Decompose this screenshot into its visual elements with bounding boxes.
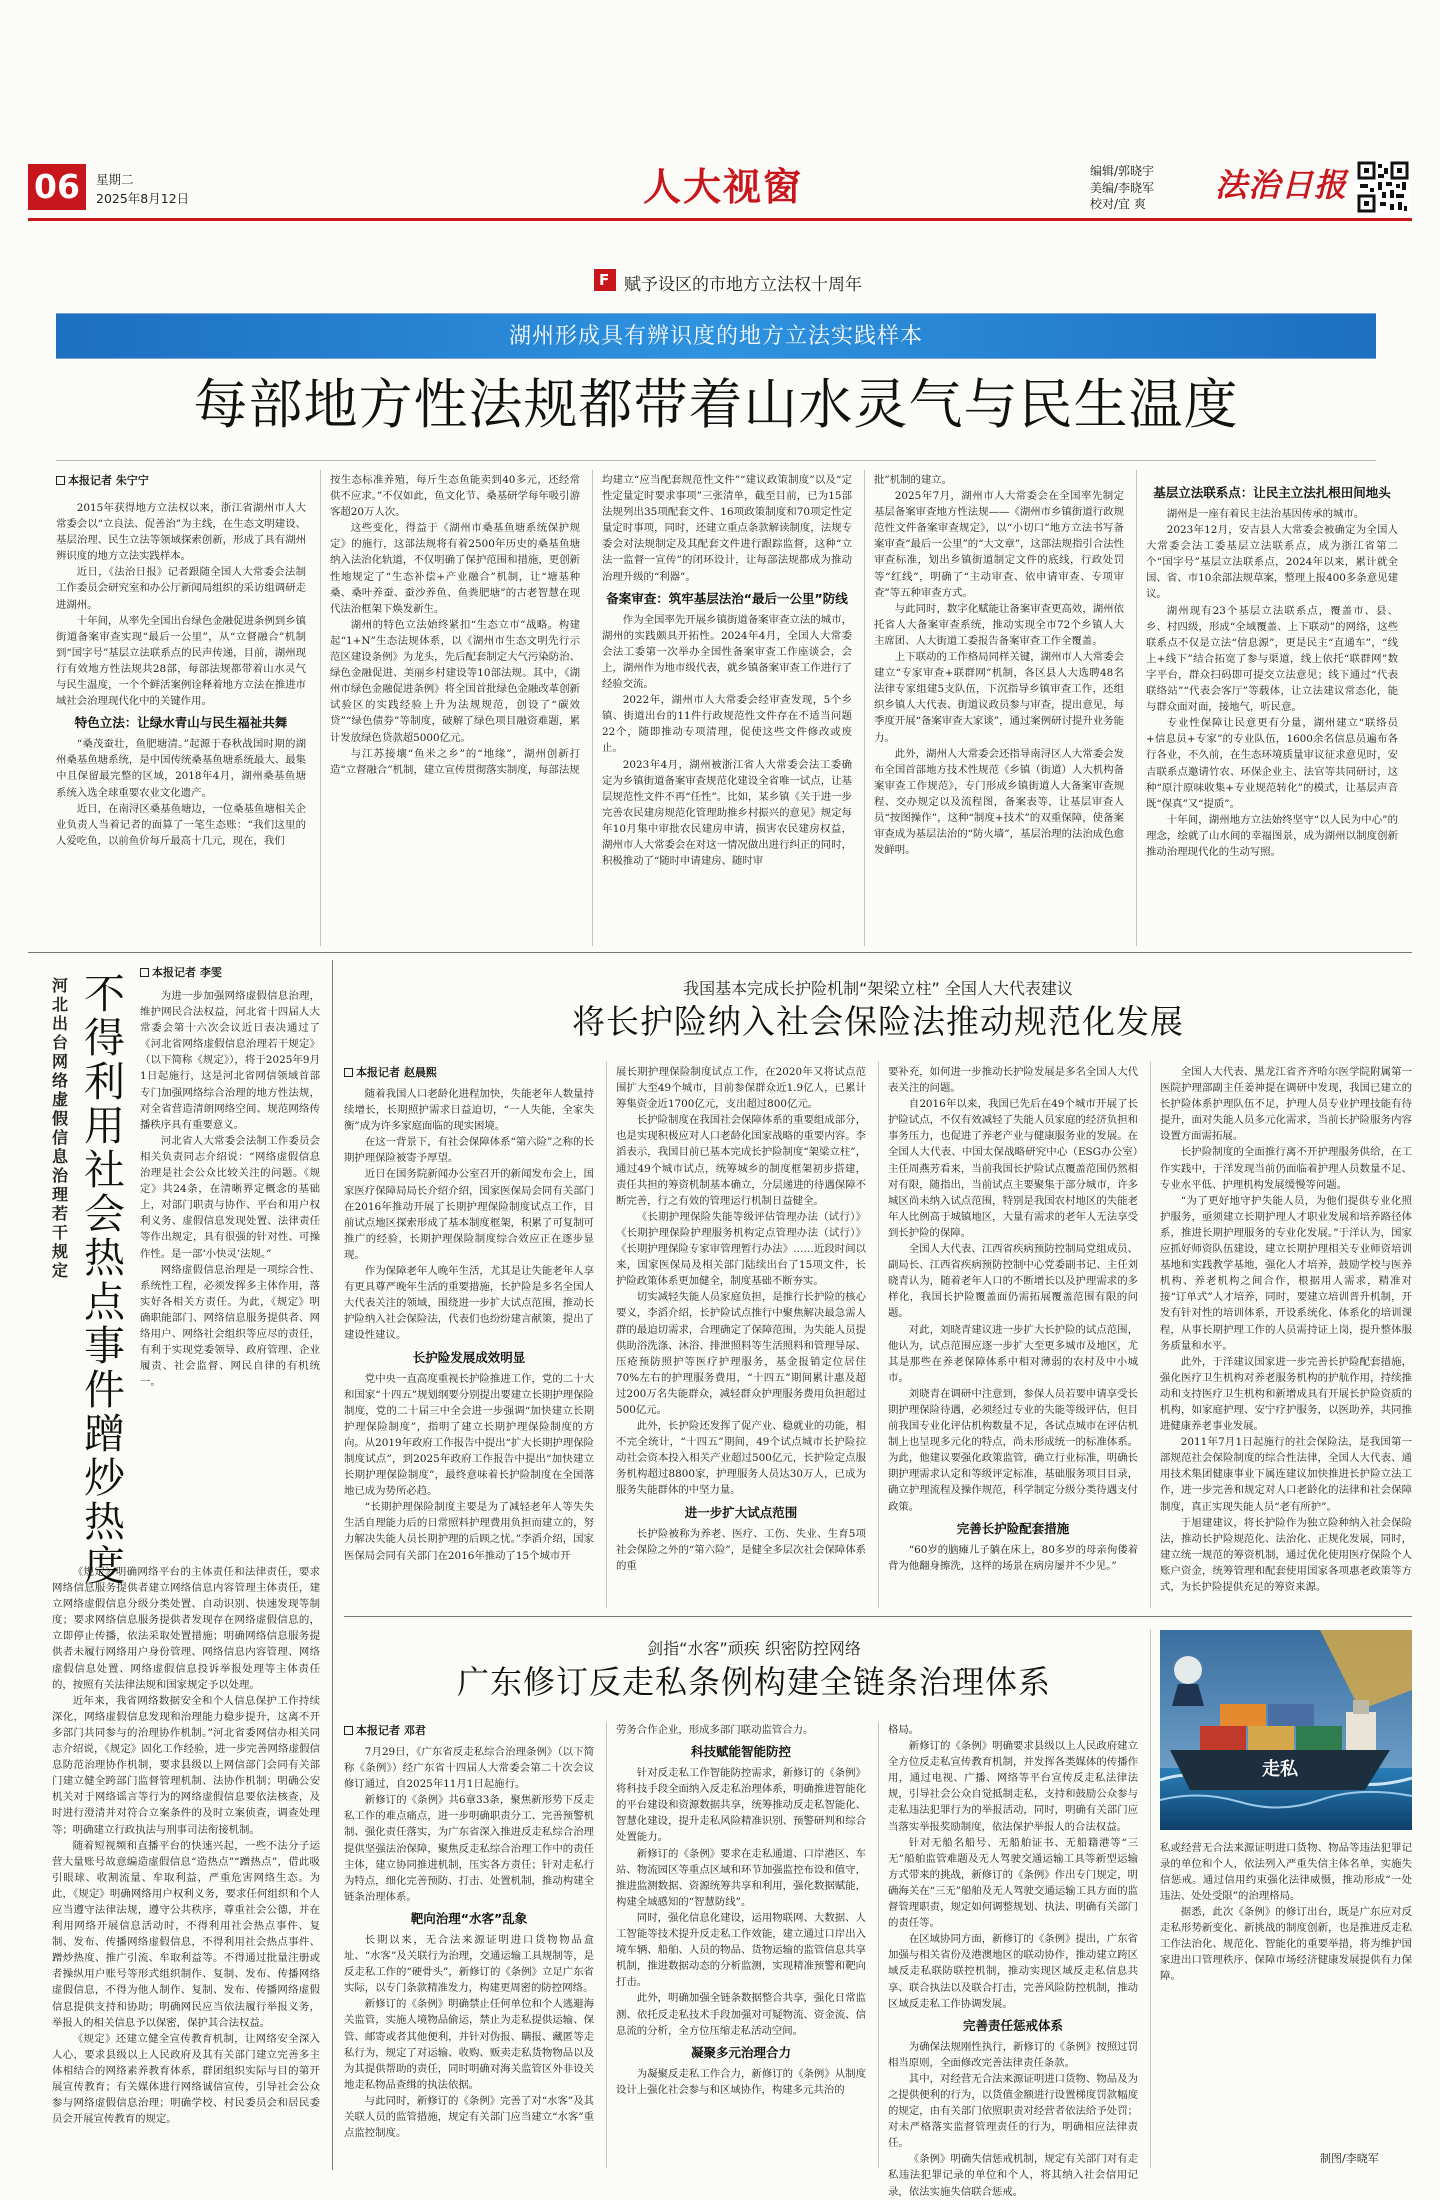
huzhou-col-4 [874,472,1124,943]
huzhou-col-2 [330,472,580,943]
newspaper-masthead: 法治日报 [1215,166,1348,204]
paragraph: 新修订的《条例》要求在走私通道、口岸港区、车站、物流园区等重点区域和环节加强监控布设和值守，推进监测数据、资源统筹共享和利用，强化数据赋能，构建全域感知的“智慧防线”。 [616,1847,866,1908]
ltc-kicker: 我国基本完成长护险机制“架梁立柱” 全国人大代表建议 [683,979,1073,998]
paragraph: 《条例》明确失信惩戒机制，规定有关部门对有走私违法犯罪记录的单位和个人，将其纳入社会信用记录，依法实施失信联合惩戒。 [888,2153,1138,2198]
paragraph: 其中，对经营无合法来源证明进口货物、物品及为之提供便利的行为，以货值金额进行设置梯度罚款幅度的规定，由有关部门依照职责对经营者依法给予处罚；对未严格落实监督管理责任的行为，明确相应法律责任。 [888,2072,1138,2150]
hebei-vertical-headline: 不得利用社会热点事件蹭炒热度 [84,970,125,1590]
paragraph: 与江苏接壤“鱼米之乡”的“地缘”，湖州创新打造“立督融合”机制，建立宣传贯彻落实制度，每部法规 [330,747,580,776]
paragraph: “为了更好地守护失能人员，为他们提供专业化照护服务，亟须建立长期护理人才职业发展和培养路径体系，推进长期护理服务的专业化发展。”于洋认为，国家应抓好师资队伍建设，建立长期护理相关专业师资培训基地和实践教学基地，强化人才培养，鼓励学校与医养机构、养老机构之间合作，根据用人需求，精准对接“订单式”人才培养，同时，要建立培训晋升机制，开发有针对性的培训体系，开设系统化、体系化的培训课程，从事长期护理工作的人员需持证上岗，提升整体服务质量和水平。 [1160,1194,1412,1352]
paragraph: 为确保法规刚性执行，新修订的《条例》按照过罚相当原则，全面修改完善法律责任条款。 [888,2040,1138,2069]
paragraph: 近年来，我省网络数据安全和个人信息保护工作持续深化，网络虚假信息发现和治理能力稳步提升，这离不开多部门共同参与的治理协作机制。”河北省委网信办相关同志介绍说，《规定》固化工作经验，进一步完善网络虚假信息防范治理协作机制，要求县级以上网信部门会同有关部门建立健全跨部门监督管理机制、法协作机制；明确公安机关对于网络谣言等行为的网络虚假信息要依法核查，及时进行澄清并对符合立案条件的及时立案侦查，调查处理等；明确建立行政执法与刑事司法衔接机制。 [52,1694,320,1836]
hebei-divider [332,960,333,2170]
ltc-headline: 将长护险纳入社会保险法推动规范化发展 [572,1002,1184,1041]
col-divider [878,1062,879,1608]
paragraph: 湖州是一座有着民主法治基因传承的城市。 [1166,508,1365,520]
paragraph: 长期以来，无合法来源证明进口货物物品盒址、“水客”及关联行为治理，交通运输工具规制等，是反走私工作的“硬骨头”，新修订的《条例》立足广东省实际，以专门条款精准发力，构建更周密的防控网络。 [344,1933,594,1995]
header-rule [28,218,1412,221]
ltc-subhead-3: 完善长护险配套措施 [956,1520,1070,1536]
smuggling-col-2 [616,1722,866,2168]
illustration-credit: 制图/李晓军 [1320,2152,1379,2165]
ltc-byline-text: 本报记者 赵晨熙 [356,1066,437,1079]
anniversary-kicker: 赋予设区的市地方立法权十周年 [624,275,862,295]
proofreader: 校对/宜 爽 [1090,197,1146,211]
paragraph: 河北省人大常委会法制工作委员会相关负责同志介绍说：“网络虚假信息治理是社会公众比较关注的问题。《规定》共24条，在清晰界定概念的基础上，对部门职责与协作、平台和用户权利义务、虚假信息发现处置、法律责任等作出规定，具有很强的针对性、可操作性。是一部‘小快灵’法规。” [140,1134,320,1260]
paragraph: 湖州的特色立法始终紧扣“生态立市”战略。构建起“1+N”生态法规体系，以《湖州市生态文明先行示范区建设条例》为龙头，先后配套制定大气污染防治、绿色金融促进、美丽乡村建设等10部法规。其中，《湖州市绿色金融促进条例》将全国首批绿色金融改革创新试验区的实践经验上升为法规规范，创设了“碳效贷”“绿色债券”等制度，破解了绿色项目融资难题，累计发放绿色贷款超5000亿元。 [330,618,580,744]
section-title: 人大视窗 [642,165,803,209]
paragraph: 2023年12月，安吉县人大常委会被确定为全国人大常委会法工委基层立法联系点，成为浙江省第二个“国字号”基层立法联系点，2024年以来，累计就全国、省、市10余部法规草案，整理上报400多条意见建议。 [1146,524,1398,601]
page-number-badge: 06 [28,164,86,210]
ltc-subhead-2: 进一步扩大试点范围 [684,1504,798,1520]
editor: 编辑/郭晓宇 [1090,164,1155,178]
paragraph: 2025年7月，湖州市人大常委会在全国率先制定基层备案审查地方性法规——《湖州市乡镇街道行政规范性文件备案审查规定》，以“小切口”地方立法书写备案审查“最后一公里”的“大文章”，这部法规指引合法性审查标准，划出乡镇街道制定文件的底线，行政处罚等“红线”，明确了“主动审查、依申请审查、专项审查”等五种审查方式。 [874,490,1124,599]
section-rule [344,1616,1412,1617]
ship-hull-label: 走私 [1262,1759,1298,1780]
col-divider [606,1722,607,2168]
paragraph: 长护险制度的全面推行离不开护理服务供给，在工作实践中，于洋发现当前仍面临着护理人员数量不足、专业水平低、护理机构发展缓慢等问题。 [1160,1146,1412,1191]
smuggling-subhead-1: 靶向治理“水客”乱象 [410,1910,528,1926]
paragraph: 劳务合作企业，形成多部门联动监管合力。 [616,1724,814,1736]
ltc-byline [344,1064,437,1080]
caption-paragraph: 据悉，此次《条例》的修订出台，既是广东应对反走私形势新变化、新挑战的制度创新，也是推进反走私工作法治化、规范化、智能化的重要举措，将为维护国家进出口管理秩序、保障市场经济健康发展提供有力保障。 [1160,1906,1412,1982]
hebei-byline [140,964,222,980]
ltc-col-3 [888,1064,1138,1606]
col-divider [320,470,321,946]
section-rule [28,952,1412,953]
paragraph: 近日，《法治日报》记者跟随全国人大常委会法制工作委员会研究室和办公厅新闻局组织的采访组调研走进湖州。 [56,566,306,611]
paragraph: 专业性保障让民意更有分量，湖州建立“联络员+信息员+专家”的专业队伍，1600余名信息员遍布各行各业，不久前，在生态环境质量审议征求意见时，安吉联系点邀请竹农、环保企业主、法官等共同研讨，这种“原汁原味收集+专业规范转化”的模式，让基层声音既“保真”又“提质”。 [1146,717,1398,810]
ltc-col-1 [344,1086,594,1606]
paragraph: 要补充，如何进一步推动长护险发展是多名全国人大代表关注的问题。 [888,1066,1138,1095]
smuggling-ship-illustration [1160,1630,1412,1830]
col-divider [878,1722,879,2168]
paragraph: 全国人大代表、江西省疾病预防控制局党组成员、副局长、江西省疾病预防控制中心党委副书记、主任刘晓青认为，随着老年人口的不断增长以及护理需求的多样化，我国长护险覆盖面仍需拓展覆盖范围有限的问题。 [888,1243,1138,1320]
smuggling-headline: 广东修订反走私条例构建全链条治理体系 [456,1663,1051,1701]
paragraph: 2023年4月，湖州被浙江省人大常委会法工委确定为乡镇街道备案审查规范化建设全省唯一试点，让基层规范性文件不再“任性”。比如，某乡镇《关于进一步完善农民建房规范化管理助推乡村振兴的意见》规定每年10月集中审批农民建房申请，损害农民建房权益，湖州市人大常委会在对这一情况做出进行纠正的同时，积极推动了“随时申请建房、随时审 [602,758,852,868]
paragraph: 此外，明确加强全链条数据整合共享，强化日常监测、依托反走私技术手段加强对可疑物流、资金流、信息流的分析，全方位压缩走私活动空间。 [616,1992,866,2037]
paragraph: 长护险被称为养老、医疗、工伤、失业、生育5项社会保险之外的“第六险”，是健全多层次社会保障体系的重 [616,1527,866,1572]
paragraph: 近日，在南浔区桑基鱼塘边，一位桑基鱼塘相关企业负责人当着记者的面算了一笔生态账：“我们这里的人爱吃鱼，以前鱼价每斤最高十几元，现在，我们 [56,802,306,847]
weekday: 星期二 [96,172,134,187]
paragraph: 此外，湖州人大常委会还指导南浔区人大常委会发布全国首部地方技术性规范《乡镇（街道）人大机构备案审查工作规范》，专门形成乡镇街道人大备案审查规程、交办规定以及流程图，备案表等，让基层审查人员“按图操作”，这种“制度+技术”的双重保障，使备案审查成为基层法治的“防火墙”，基层治理的法治成色愈发鲜明。 [874,747,1124,857]
huzhou-subhead-3: 基层立法联系点：让民主立法扎根田间地头 [1153,485,1391,500]
ltc-subhead-1: 长护险发展成效明显 [412,1349,526,1365]
paragraph: 自2016年以来，我国已先后在49个城市开展了长护险试点，不仅有效减轻了失能人员家庭的经济负担和事务压力，也促进了养老产业与健康服务业的发展。在全国人大代表、中国太保战略研究中心（ESG办公室）主任周燕芳看来，当前我国长护险试点覆盖范围仍然相对有限，随指出，当前试点主要聚集于部分城市，许多城区尚未纳入试点范围，特别是我国农村地区的失能老年人比例高于城镇地区，大量有需求的老年人无法享受到长护险的保障。 [888,1098,1138,1239]
col-divider [606,1062,607,1608]
paragraph: 对此，刘晓青建议进一步扩大长护险的试点范围，他认为，试点范围应逐一步扩大至更多城市及地区，尤其是那些在养老保障体系中相对薄弱的农村及中小城市。 [888,1323,1138,1384]
paragraph: 十年间，湖州地方立法始终坚守“以人民为中心”的理念，绘就了山水间的幸福图景，成为湖州以制度创新推动治理现代化的生动写照。 [1146,813,1398,858]
paragraph: 与此同时，新修订的《条例》完善了对“水客”及其关联人员的监管措施，规定有关部门应当建立“水客”重点监控制度。 [344,2094,594,2140]
huzhou-col-5 [1146,484,1398,943]
col-divider [1150,1062,1151,1608]
paragraph: 2015年获得地方立法权以来，浙江省湖州市人大常委会以“立良法、促善治”为主线，在生态文明建设、基层治理、民生立法等领域探索创新，形成了具有湖州辨识度的地方立法实践样本。 [56,502,306,563]
paragraph: 7月29日，《广东省反走私综合治理条例》（以下简称《条例》）经广东省十四届人大常委会第二十次会议修订通过，自2025年11月1日起施行。 [344,1746,594,1791]
paragraph: 上下联动的工作格局同样关键，湖州市人大常委会建立“专家审查+联群网”机制，各区县人大选聘48名法律专家组建5支队伍，下沉指导乡镇审查工作，还组织乡镇人大代表、街道议政员参与审查，提出意见，每季度开展“备案审查大家谈”，通过案例研讨提升业务能力。 [874,651,1124,744]
paragraph: 批”机制的建立。 [874,474,953,486]
paragraph: 新修订的《条例》明确禁止任何单位和个人逃避海关监管，实施人境物品偷运，禁止为走私提供运输、保管、邮寄或者其他便利，并针对伪报、瞒报、藏匿等走私行为，规定了对运输、收购、贩卖走私货物物品以及为其提供帮助的责任，同时明确对海关监管区外非设关地走私物品查缉的执法依据。 [344,1998,594,2091]
paragraph: 长护险制度在我国社会保障体系的重要组成部分，也是实现积极应对人口老龄化国家战略的重要内容。李滔表示，我国目前已基本完成长护险制度“架梁立柱”，通过49个城市试点，统筹城乡的制度框架初步搭建，责任共担的筹资机制基本确立，分层递进的待遇保障不断完善，行之有效的管理运行机制日益健全。 [616,1114,866,1207]
smuggling-col-3 [888,1722,1138,2198]
kicker-icon: F [599,271,610,289]
huzhou-headline: 每部地方性法规都带着山水灵气与民生温度 [193,373,1239,436]
paragraph: 此外，长护险还发挥了促产业、稳就业的功能，相不完全统计，“十四五”期间，49个试点城市长护险拉动社会资本投入相关产业超过500亿元，长护险定点服务机构超过8800家，护理服务人员达30万人，已成为服务失能群体的中坚力量。 [616,1420,866,1497]
huzhou-col-1 [56,500,306,943]
paragraph: 此外，于洋建议国家进一步完善长护险配套措施，强化医疗卫生机构对养老服务机构的护航作用，持续推动和支持医疗卫生机构和新增成具有开展长护险资质的机构，如家庭护理、安宁疗护服务，以医助养，共同推进健康养老事业发展。 [1160,1355,1412,1433]
paragraph: “60岁的脑瘫儿子躺在床上，80多岁的母亲佝偻着背为他翻身擦洗，这样的场景在病房屡并不少见。” [888,1543,1138,1572]
paragraph: 在区域协同方面，新修订的《条例》提出，广东省加强与相关省份及港澳地区的联动协作，推动建立跨区域反走私联防联控机制，推动实现区域反走私信息共享、联合执法以及联合打击，完善风险防控机制，推动区域反走私工作协调发展。 [888,1933,1138,2010]
paragraph: 作为保障老年人晚年生活，尤其是让失能老年人享有更具尊严晚年生活的重要措施，长护险是多名全国人大代表关注的领域，围绕进一步扩大试点范围，推动长护险纳入社会保险法，代表们也纷纷建言献策，提出了建设性建议。 [344,1265,594,1342]
paragraph: 作为全国率先开展乡镇街道备案审查立法的城市，湖州的实践颇具开拓性。2024年4月，全国人大常委会法工委第一次举办全国性备案审查工作座谈会，会上，湖州作为地市级代表，就乡镇备案审查工作进行了经验交流。 [602,613,852,691]
paragraph: 在这一背景下，有社会保障体系“第六险”之称的长期护理保险被寄予厚望。 [344,1136,594,1165]
paragraph: 展长期护理保险制度试点工作，在2020年又将试点范围扩大至49个城市，目前参保群众近1.9亿人，已累计筹集资金近1700亿元，支出超过800亿元。 [616,1066,866,1111]
paragraph: 党中央一直高度重视长护险推进工作，党的二十大和国家“十四五”规划纲要分别提出要建立长期护理保险制度，党的二十届三中全会进一步强调“加快建立长期护理保险制度”，指明了建立长期护理保险制度的方向。从2019年政府工作报告中提出“扩大长期护理保险制度试点”，到2025年政府工作报告中提出“加快建立长期护理保险制度”，最终意味着长护险制度在全国落地已成为势所必趋。 [344,1372,594,1498]
paragraph: 按生态标准养殖，每斤生态鱼能卖到40多元，还经常供不应求。”不仅如此，鱼文化节、桑基研学每年吸引游客超20万人次。 [330,474,580,519]
paragraph: 格局。 [888,1724,920,1736]
hebei-byline-text: 本报记者 李雯 [152,966,222,979]
huzhou-col-3 [602,472,852,943]
paragraph: 针对反走私工作智能防控需求，新修订的《条例》将科技手段全面纳入反走私治理体系，明确推进智能化的平台建设和资源数据共享，统筹推动反走私智能化、智慧化建设，提升走私风险精准识别、预警研判和综合处置能力。 [616,1767,866,1844]
illustration-caption [1160,1840,1412,2144]
ltc-col-4 [1160,1064,1412,1606]
paragraph: 全国人大代表、黑龙江省齐齐哈尔医学院附属第一医院护理部副主任姜神提在调研中发现，我国已建立的长护险体系护理队伍不足，护理人员专业护理技能有待提升，面对失能人员多元化需求，当前长护险服务内容设置方面需拓展。 [1160,1066,1412,1143]
huzhou-byline-text: 本报记者 朱宁宁 [68,474,149,487]
paragraph: 《长期护理保险失能等级评估管理办法（试行）》《长期护理保险护理服务机构定点管理办法（试行）》《长期护理保险专家审管理暂行办法》……近段时间以来，国家医保局及相关部门陆续出台了15项文件，长护险政策体系更加健全，制度基础不断夯实。 [616,1210,866,1288]
smuggling-subhead-2: 科技赋能智能防控 [690,1744,791,1760]
paragraph: 刘晓青在调研中注意到，参保人员若要申请享受长期护理保险待遇，必须经过专业的失能等级评估，但目前我国专业化评估机构数量不足，各试点城市在评估机制上也呈现多元化的特点，尚未形成统一的标准体系。为此，他建议要强化政策监管，确立行业标准，明确长期护理需求认定和等级评定标准，基础服务项目目录，确立护理流程及操作规范，科学制定分级分类待遇支付政策。 [888,1387,1138,1513]
paragraph: 为凝聚反走私工作合力，新修订的《条例》从制度设计上强化社会参与和区域协作，构建多元共治的 [616,2067,866,2096]
paragraph: 针对无船名船号、无船舶证书、无船籍港等“三无”船舶监管难题及无人驾驶交通运输工具等新型运输方式带来的挑战，新修订的《条例》作出专门规定，明确海关在“三无”船舶及无人驾驶交通运输工具方面的监督管理职责，规定如何调整规划、执法、明确有关部门的责任等。 [888,1836,1138,1930]
paragraph: 新修订的《条例》明确要求县级以上人民政府建立全方位反走私宣传教育机制，并发挥各类媒体的传播作用，通过电视、广播、网络等平台宣传反走私法律法规，引导社会公众自觉抵制走私，支持和鼓励公众参与走私违法犯罪行为的举报活动，同时，明确有关部门应当落实举报奖励制度，依法保护举报人的合法权益。 [888,1740,1138,1833]
paragraph: 这些变化，得益于《湖州市桑基鱼塘系统保护规定》的施行，这部法规将有着2500年历史的桑基鱼塘纳入法治化轨道，不仅明确了保护范围和措施，更创新性地规定了“生态补偿+产业融合”机制，让“塘基种桑、桑叶养蚕、蚕沙养鱼、鱼粪肥塘”的古老智慧在现代法治框架下焕发新生。 [330,522,580,615]
paragraph: 2011年7月1日起施行的社会保险法，是我国第一部规范社会保险制度的综合性法律，全国人大代表、通用技术集团健康事业下属连建议加快推进长护险立法工作，进一步完善和规定对人口老龄化的法律和社会保障制度，真正实现失能人员“老有所护”。 [1160,1436,1412,1513]
paragraph: 新修订的《条例》共6章33条，聚焦新形势下反走私工作的难点痛点，进一步明确职责分工、完善预警机制、强化责任落实，为广东省深入推进反走私综合治理提供坚强法治保障，聚焦反走私综合治理工作中的责任主体，建立协同推进机制，压实各方责任；针对走私行为特点，细化完善预防、打击、处置机制，推动构建全链条治理体系。 [344,1794,594,1903]
paragraph: 于旭建建议，将长护险作为独立险种纳入社会保险法，推动长护险规范化、法治化、正规化发展，同时，建立统一规范的筹资机制，通过优化使用医疗保险个人账户资金，统筹管理和配套使用国家各项惠老政策等方式，为长护险提供充足的筹资来源。 [1160,1516,1412,1593]
paragraph: 2022年，湖州市人大常委会经审查发现，5个乡镇、街道出台的11件行政规范性文件存在不适当问题22个，随即推动专项清理，促使这些文件修改或废止。 [602,694,852,755]
paragraph: “长期护理保险制度主要是为了减轻老年人等失失生活自理能力后的日常照料护理费用负担而建立的，努力解决失能人员长期护理的后顾之忧。”李滔介绍，国家医保局会同有关部门在2016年推动了15个城市开 [344,1501,594,1562]
qr-code-icon [1356,160,1410,214]
col-divider [592,470,593,946]
col-divider [1150,1630,1151,2168]
col-divider [1136,470,1137,946]
paragraph: “桑茂蚕壮，鱼肥塘清。”起源于春秋战国时期的湖州桑基鱼塘系统，是中国传统桑基鱼塘系统最大、最集中且保留最完整的区域，2018年4月，湖州桑基鱼塘系统入选全球重要农业文化遗产。 [56,738,306,799]
huzhou-top-rule [56,460,1376,461]
issue-date: 2025年8月12日 [96,191,190,206]
smuggling-byline [344,1722,426,1738]
paragraph: 十年间，从率先全国出台绿色金融促进条例到乡镇街道备案审查实现“最后一公里”，从“立督融合”机制到“国字号”基层立法联系点的民声传递，目前，湖州现行有效地方性法规共28部，每部法规都带着山水灵气与民生温度，一个个鲜活案例诠释着地方立法在推进市域社会治理现代化中的关键作用。 [56,614,306,708]
smuggling-subhead-3: 凝聚多元治理合力 [690,2044,791,2060]
paragraph: 随着短视频和直播平台的快速兴起，一些不法分子运营大量账号故意编造虚假信息“造热点”“蹭热点”，借此吸引眼球、收割流量、牟取利益，严重危害网络生态。为此，《规定》明确网络用户权利义务，要求任何组织和个人应当遵守法律法规，遵守公共秩序，尊重社会公德，并在利用网络开展信息活动时，不得利用社会热点事件、复制、发布、传播网络虚假信息，不得利用社会热点事件、蹭炒热度、推广引流、牟取利益等。不得通过批量注册或者操纵用户账号等形式组织制作、复制、发布、传播网络虚假信息，不得为他人制作、复制、发布、传播网络虚假信息提供支持和协助；明确网民应当依法履行举报义务，举报人的相关信息予以保密，保护其合法权益。 [52,1839,320,2029]
paragraph: 同时，强化信息化建设，运用物联网、大数据、人工智能等技术提升反走私工作效能，建立通过口岸出入境车辆、船舶、人员的物品、货物运输的监管信息共享机制，推进数据动态的分析监测，实现精准预警和靶向打击。 [616,1911,866,1989]
smuggling-col-1 [344,1744,594,2168]
paragraph: 为进一步加强网络虚假信息治理，维护网民合法权益，河北省十四届人大常委会第十六次会议近日表决通过了《河北省网络虚假信息治理若干规定》（以下简称《规定》），将于2025年9月1日起施行，这是河北省网信领域首部专门加强网络综合治理的地方性法规，对全省营造清朗网络空间、规范网络传播秩序具有重要意义。 [140,990,320,1131]
paragraph: 与此同时，数字化赋能让备案审查更高效，湖州依托省人大备案审查系统，推动实现全市72个乡镇人大主席团、人大街道工委报告备案审查工作全覆盖。 [874,602,1124,647]
paragraph: 近日在国务院新闻办公室召开的新闻发布会上，国家医疗保障局局长介绍介绍，国家医保局会同有关部门在2016年推动开展了长期护理保险制度试点工作，目前试点地区探索形成了基本制度框架，积累了可复制可推广的经验，长期护理保险制度综合效应正在逐步显现。 [344,1168,594,1261]
huzhou-subtitle-banner [56,313,1376,359]
huzhou-subtitle: 湖州形成具有辨识度的地方立法实践样本 [508,324,923,349]
paragraph: 《规定》明确网络平台的主体责任和法律责任，要求网络信息服务提供者建立网络信息内容管理主体责任，建立网络虚假信息分级分类处置、自动识别、快速发现等制度；要求网络信息服务提供者发现存在网络虚假信息的，立即停止传播，依法采取处置措施；明确网络信息服务提供者未履行网络用户身份管理、网络信息内容管理、网络虚假信息处置、网络虚假信息投诉举报处理等主体责任的，按照有关法律法规和国家规定予以处理。 [52,1566,320,1691]
paragraph: 湖州现有23个基层立法联系点，覆盖市、县、乡、村四级，形成“全域覆盖、上下联动”的网络，这些联系点不仅是立法“信息源”，更是民主“直通车”，“线上+线下”结合拓宽了参与渠道，线上依托“联群网”数字平台，群众扫码即可提交立法意见；线下通过“代表联络站”“代表会客厅”等载体，让立法建议常态化，能与群众面对面，接地气，听民意。 [1146,604,1398,714]
col-divider [864,470,865,946]
paragraph: 切实减轻失能人员家庭负担，是推行长护险的核心要义，李滔介绍，长护险试点推行中聚焦解决最急需人群的最迫切需求，合理确定了保障范围，为失能人员提供助浴洗涤、沐浴、排泄照料等生活照料和管理导尿、压疮预防照护等医疗护理服务，基金报销定位居住70%左右的护理服务费用，“十四五”期间累计惠及超过200万名失能群众，减轻群众护理服务费用负担超过500亿元。 [616,1291,866,1416]
ltc-col-2 [616,1064,866,1606]
paragraph: 均建立“应当配套规范性文件”“建议政策制度”以及“定性定量定时要求事项”三张清单，截至目前，已为15部法规列出35项配套文件、16项政策制度和70项定性定量定时事项，同时，还建立重点条款解读制度，法规专委会对法规制定及其配套文件进行跟踪监督，这种“立法一监督一宣传”的闭环设计，让每部法规都成为推动治理升级的“利器”。 [602,474,852,583]
huzhou-subhead-1: 特色立法：让绿水青山与民生福祉共舞 [74,715,288,731]
caption-paragraph: 私或经营无合法来源证明进口货物、物品等违法犯罪记录的单位和个人，依法列入严重失信主体名单，实施失信惩戒。通过信用约束强化法律威慑，推动形成“一处违法、处处受限”的治理格局。 [1160,1842,1412,1902]
paragraph: 《规定》还建立健全宣传教育机制，让网络安全深入人心，要求县级以上人民政府及其有关部门建立完善多主体相结合的网络素养教育体系，群团组织实际与目的第开展宣传教育；有关媒体进行网络诚信宣传，引导社会公众参与网络虚假信息治理；明确学校、村民委员会和居民委员会开展宣传教育的规定。 [52,2032,320,2126]
huzhou-byline [56,472,149,488]
hebei-col-upper [140,988,320,1556]
smuggling-subhead-4: 完善责任惩戒体系 [962,2017,1063,2033]
paragraph: 随着我国人口老龄化进程加快，失能老年人数量持续增长，长期照护需求日益迫切，“一人失能，全家失衡”成为许多家庭面临的现实困境。 [344,1088,594,1133]
designer: 美编/李晓军 [1090,180,1155,195]
hebei-col-lower [52,1564,320,2166]
editor-credits [1090,163,1154,213]
paragraph: 网络虚假信息治理是一项综合性、系统性工程，必须发挥多主体作用，落实好各相关方责任。为此，《规定》明确职能部门、网络信息服务提供者、网络用户、网络社会组织等应尽的责任，有利于实现党委领导、政府管理、企业履责、社会监督、网民自律的有机统一。 [140,1263,320,1389]
huzhou-subhead-2: 备案审查：筑牢基层法治“最后一公里”防线 [606,590,848,606]
hebei-vertical-subtitle: 河北出台网络虚假信息治理若干规定 [52,976,69,1280]
smuggling-byline-text: 本报记者 邓君 [356,1724,426,1737]
smuggling-kicker: 剑指“水客”顽疾 织密防控网络 [647,1639,861,1658]
